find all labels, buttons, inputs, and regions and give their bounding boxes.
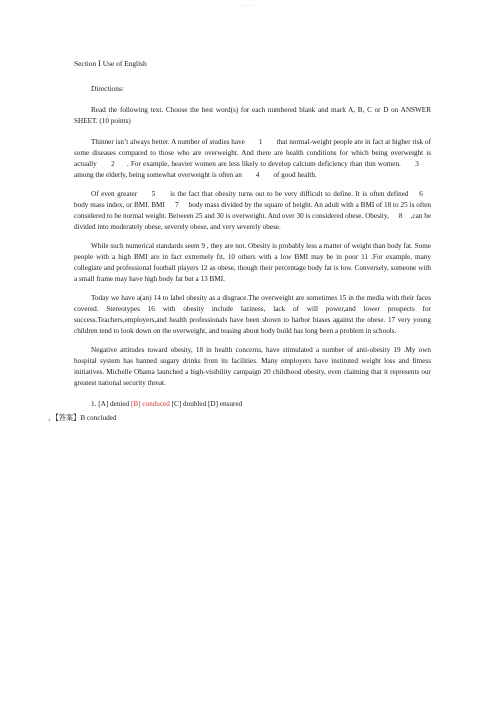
text-span: body mass index, or BMI. BMI [74, 201, 165, 209]
text-span: ,can be divided into moderately obese, severely obese, and very severely obese. [74, 212, 432, 231]
page-header-watermark: ~~~ [242, 3, 254, 8]
option-c: [C] doubled [171, 400, 207, 408]
blank-3: 3 [415, 160, 419, 168]
passage-paragraph-3: While such numerical standards seem 9 , they are not. Obesity is probably less a matter of weight than body fat. Some people with a high BMI are in fact extremely fit, 10 others with a low BMI may be in poor 11 .For example, many collegiate and professional football players 12 as obese, though their percentage body fat is low. Conversely, someone with a small frame may have high body fat but a 13 BMI. [74, 242, 431, 283]
text-span: Thinner isn’t always better. A number of studies have [91, 138, 245, 146]
section-title: Section Ⅰ Use of English [74, 59, 147, 68]
option-a: [A] denied [98, 400, 130, 408]
directions-text: Read the following text. Choose the best word(s) for each numbered blank and mark A, B, C or D on ANSWER SHEET. (10 points) [74, 106, 431, 125]
option-d: [D] ensured [207, 400, 243, 408]
blank-8: 8 [398, 212, 403, 220]
text-span: body mass divided by the square of height. An adult with a BMI of 18 to 25 is often considered to be normal weight. Between 25 and 30 is overweight. And over 30 is considered obese. Obesity, [74, 201, 432, 220]
text-span: among the elderly, being somewhat overweight is often an [74, 171, 242, 179]
passage-paragraph-1 [74, 137, 431, 181]
text-span: . For example, heavier women are less likely to develop calcium deficiency than thin women. [126, 160, 401, 168]
blank-2: 2 [111, 160, 115, 168]
option-b-highlighted: [B] conduced [130, 400, 170, 408]
text-span: Of even greater [91, 190, 138, 198]
blank-6: 6 [419, 190, 423, 198]
text-span: is the fact that obesity turns out to be very difficult to define. It is often defined [170, 190, 409, 198]
question-number: 1. [91, 400, 97, 408]
passage-paragraph-5: Negative attitudes toward obesity, 18 in health concerns, have stimulated a number of anti-obesity 19 .My own hospital system has banned sugary drinks from its facilities. Many employers have instituted weight loss and fitness initiatives. Michelle Obama launched a high-visibility campaign 20 childhood obesity, even claiming that it represents our greatest national security threat. [74, 346, 431, 387]
blank-5: 5 [151, 190, 156, 198]
text-span: of good health. [273, 171, 317, 179]
passage-paragraph-2 [74, 189, 431, 233]
question-1 [74, 399, 431, 410]
passage-paragraph-4: Today we have a(an) 14 to label obesity as a disgrace.The overweight are sometimes 15 in the media with their faces covered. Stereotypes 16 with obesity include laziness, lack of will power,and lower prospects for success.Teachers,employers,and health professionals have been shown to harbor biases against the obese. 17 very young children tend to look down on the overweight, and teasing about body build has long been a problem in schools. [74, 294, 431, 335]
document-page [48, 59, 432, 424]
text-span: that normal-weight people are in fact at higher risk of some diseases compared to those who are overweight. And there are health conditions for which being overweight is actually [74, 138, 432, 168]
blank-4: 4 [255, 171, 260, 179]
blank-7: 7 [174, 201, 179, 209]
directions-heading: Directions: [91, 84, 124, 93]
page-footer-watermark: · · · · · · · · · [235, 696, 261, 700]
blank-1: 1 [258, 138, 263, 146]
answer-1: 、【答案】B concluded [48, 414, 117, 422]
